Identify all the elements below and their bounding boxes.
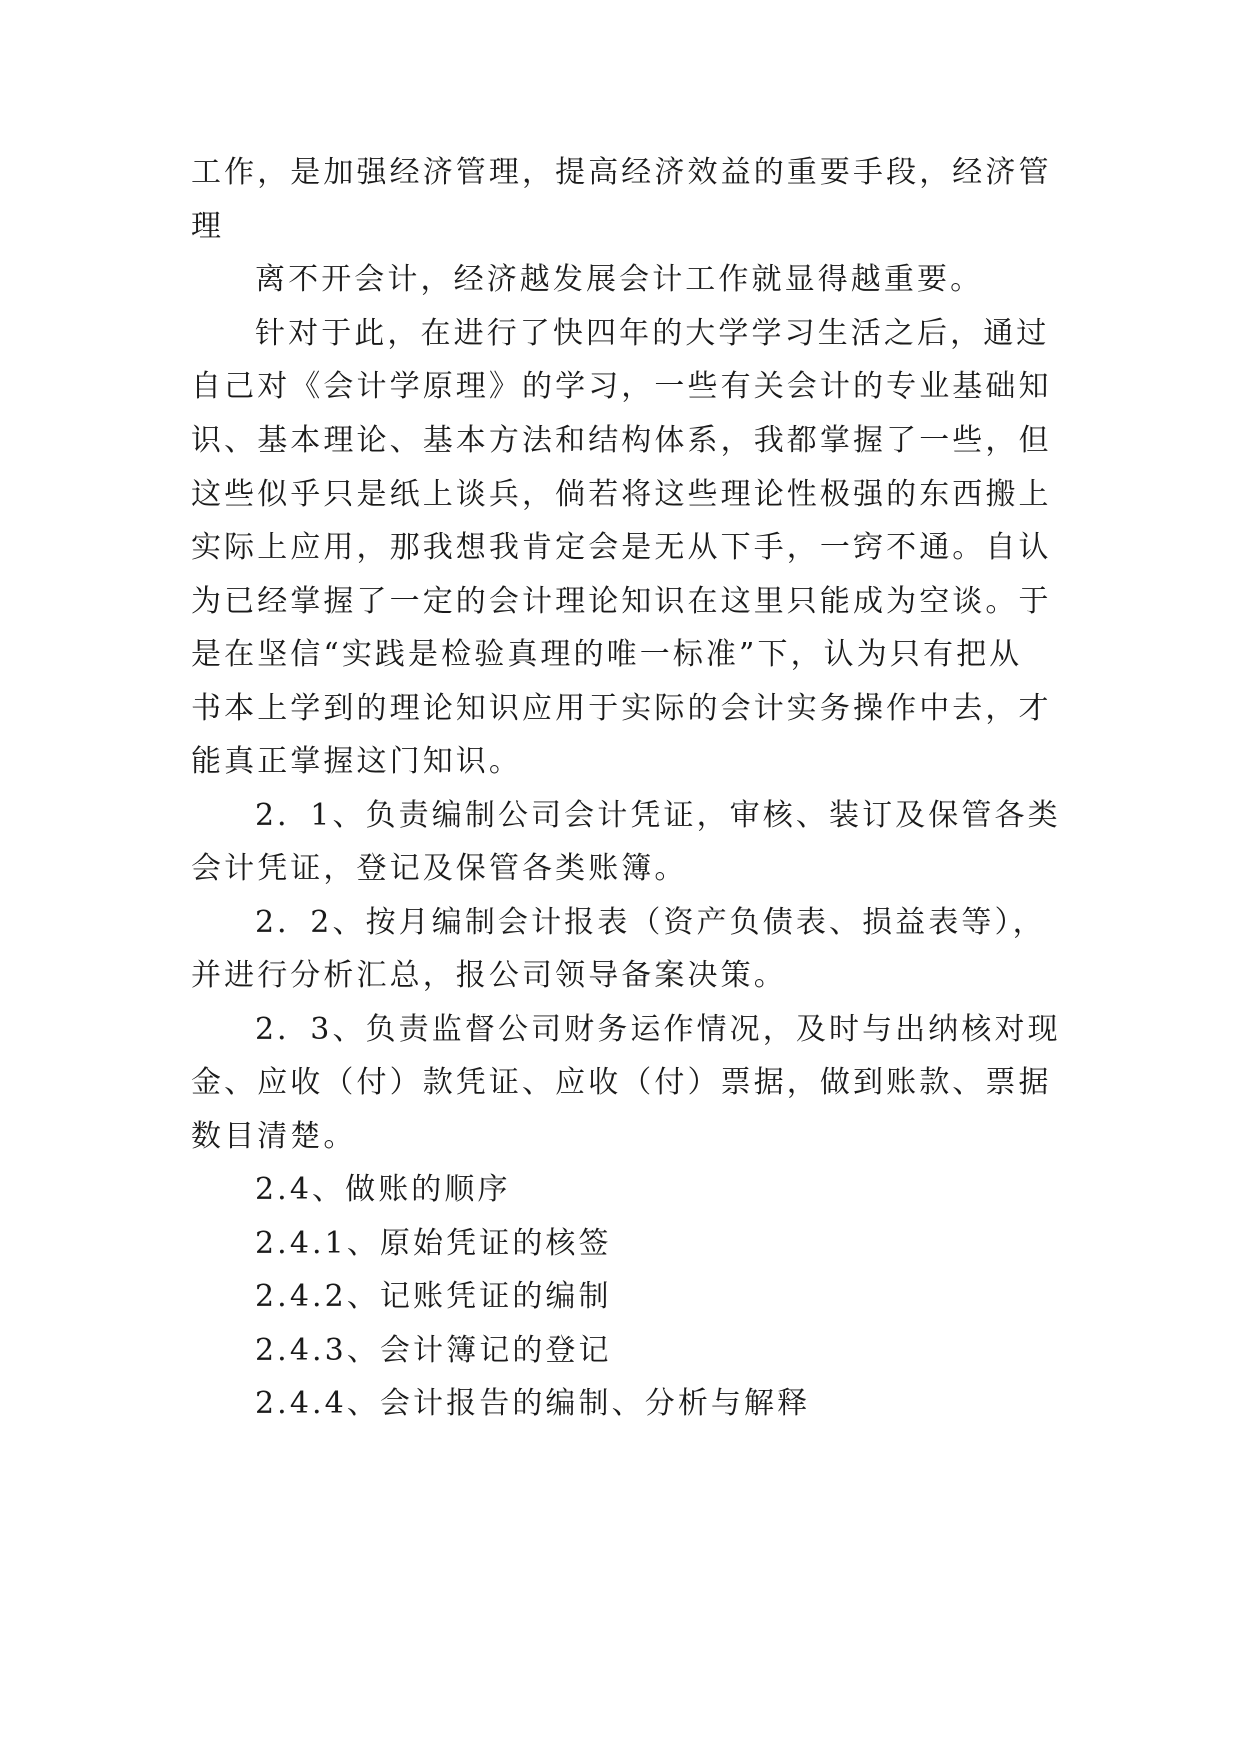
list-item-line: 2．1、负责编制公司会计凭证，审核、装订及保管各类: [255, 798, 1061, 833]
subsection-heading: 2.4.4、会计报告的编制、分析与解释: [255, 1386, 811, 1421]
list-item-line: 2．3、负责监督公司财务运作情况，及时与出纳核对现: [255, 1012, 1061, 1047]
text-line: 工作，是加强经济管理，提高经济效益的重要手段，经济管: [191, 155, 1052, 190]
text-line: 金、应收（付）款凭证、应收（付）票据，做到账款、票据: [191, 1065, 1052, 1100]
text-line: 理: [191, 209, 225, 244]
paragraph-line: 离不开会计，经济越发展会计工作就显得越重要。: [255, 262, 984, 297]
text-line: 并进行分析汇总，报公司领导备案决策。: [191, 958, 787, 993]
section-heading: 2.4、做账的顺序: [255, 1172, 511, 1207]
subsection-heading: 2.4.1、原始凭证的核签: [255, 1226, 612, 1261]
list-item-line: 2．2、按月编制会计报表（资产负债表、损益表等），: [255, 905, 1046, 940]
text-line: 实际上应用，那我想我肯定会是无从下手，一窍不通。自认: [191, 530, 1052, 565]
text-line: 自己对《会计学原理》的学习，一些有关会计的专业基础知: [191, 369, 1052, 404]
text-line: 书本上学到的理论知识应用于实际的会计实务操作中去，才: [191, 691, 1052, 726]
text-line: 数目清楚。: [191, 1119, 357, 1154]
paragraph-line: 针对于此，在进行了快四年的大学学习生活之后，通过: [255, 316, 1050, 351]
text-line: 识、基本理论、基本方法和结构体系，我都掌握了一些，但: [191, 423, 1052, 458]
subsection-heading: 2.4.3、会计簿记的登记: [255, 1333, 612, 1368]
text-line: 为已经掌握了一定的会计理论知识在这里只能成为空谈。于: [191, 584, 1052, 619]
text-line: 这些似乎只是纸上谈兵，倘若将这些理论性极强的东西搬上: [191, 477, 1052, 512]
text-line: 是在坚信“实践是检验真理的唯一标准”下，认为只有把从: [191, 637, 1023, 672]
text-line: 能真正掌握这门知识。: [191, 744, 522, 779]
subsection-heading: 2.4.2、记账凭证的编制: [255, 1279, 612, 1314]
text-line: 会计凭证，登记及保管各类账簿。: [191, 851, 688, 886]
